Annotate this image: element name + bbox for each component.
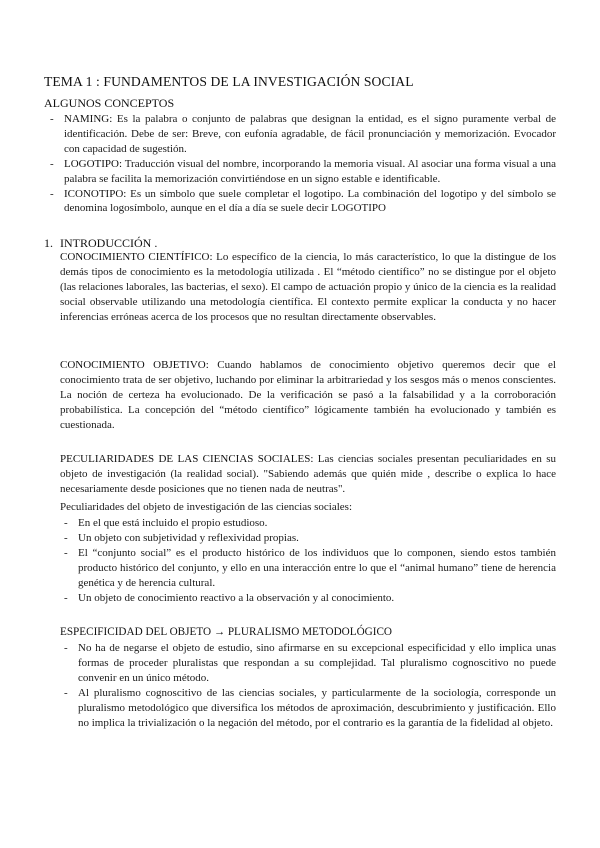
section-heading <box>44 236 157 251</box>
especificidad-list <box>60 641 556 730</box>
paragraph-conocimiento-cientifico <box>60 250 556 325</box>
paragraph-conocimiento-objetivo <box>60 358 556 433</box>
paragraph-label: CONOCIMIENTO OBJETIVO: <box>60 359 209 371</box>
concept-text: Es un símbolo que suele completar el logotipo. La combinación del logotipo y del símbolo se denomina logosímbolo, aunque en el día a día se suele decir LOGOTIPO <box>64 187 556 215</box>
list-item: - Un objeto con subjetividad y reflexividad propias. <box>60 531 556 546</box>
concept-label: ICONOTIPO: <box>64 187 127 200</box>
peculiaridades-list <box>60 516 556 605</box>
section-number: 1. <box>44 236 53 250</box>
paragraph-label: CONOCIMIENTO CIENTÍFICO: <box>60 251 213 263</box>
concepts-list <box>46 112 556 216</box>
concept-label: LOGOTIPO: <box>64 157 123 170</box>
paragraph-text: Lo específico de la ciencia, lo más característico, lo que la distingue de los demás tipos de conocimiento es la metodología utilizada . El “método científico” no se distingue por el objeto (las relaciones laborales, las bacterias, el sexo). El campo de actuación propio y único de la ciencia es la realidad social observable utilizando una metodología científica. El contexto permite explicar la conducta y no hacer inferencias erróneas acerca de los procesos que no resultan directamente observables. <box>60 251 557 323</box>
list-item: - Al pluralismo cognoscitivo de las ciencias sociales, y particularmente de la sociología, corresponde un pluralismo metodológico que diversifica los métodos de aproximación, descubrimiento y justificación. Ello no implica la trivialización o la negación del método, por el contrario es la garantía de la fidelidad al objeto. <box>60 686 556 731</box>
peculiaridades-subheading: Peculiaridades del objeto de investigación de las ciencias sociales: <box>60 501 353 513</box>
concept-item-naming <box>46 112 556 157</box>
paragraph-peculiaridades <box>60 452 556 497</box>
concept-text: Es la palabra o conjunto de palabras que designan la entidad, es el signo puramente verbal de identificación. Debe de ser: Breve, con eufonía agradable, de fácil pronunciación y memorización. Evocador con capacidad de sugestión. <box>64 113 556 155</box>
concept-text: Traducción visual del nombre, incorporando la memoria visual. Al asociar una forma visual a una palabra se facilita la memorización convirtiéndose en un signo estable e identificable. <box>64 157 556 185</box>
concept-label: NAMING: <box>64 113 113 125</box>
list-item: - En el que está incluido el propio estudioso. <box>60 516 556 531</box>
concept-item-logotipo <box>46 157 556 187</box>
concept-item-iconotipo <box>46 187 556 217</box>
paragraph-text: Las ciencias sociales presentan peculiaridades en su objeto de investigación (la realidad social). "Sabiendo además que quién mide , describe o explica lo hace necesariamente desde posiciones que no tienen nada de neutras". <box>60 453 556 495</box>
list-item: - No ha de negarse el objeto de estudio, sino afirmarse en su excepcional especificidad y ello implica unas formas de proceder pluralistas que respondan a su complejidad. Tal pluralismo cognoscitivo no puede convenir en un único método. <box>60 641 556 686</box>
paragraph-text: Cuando hablamos de conocimiento objetivo queremos decir que el conocimiento trata de ser objetivo, luchando por eliminar la arbitrariedad y los sesgos más o menos conscientes. La noción de certeza ha evolucionado. De la verificación se pasó a la falsabilidad y a la corroboración probabilística. La concepción del “método científico” lógicamente también ha evolucionado y también es cuestionada. <box>60 359 556 431</box>
page-title: TEMA 1 : FUNDAMENTOS DE LA INVESTIGACIÓN SOCIAL <box>44 74 414 89</box>
list-item: - Un objeto de conocimiento reactivo a la observación y al conocimiento. <box>60 591 556 606</box>
paragraph-label: PECULIARIDADES DE LAS CIENCIAS SOCIALES: <box>60 453 314 465</box>
list-item: - El “conjunto social” es el producto histórico de los individuos que lo componen, siendo estos también producto histórico del conjunto, y ello en una interacción entre lo que el “animal humano” tiene de herencia genética y de herencia cultural. <box>60 546 556 591</box>
concepts-heading: ALGUNOS CONCEPTOS <box>44 96 175 110</box>
especificidad-heading: ESPECIFICIDAD DEL OBJETO → PLURALISMO METODOLÓGICO <box>60 626 393 638</box>
section-title: INTRODUCCIÓN . <box>60 236 158 250</box>
